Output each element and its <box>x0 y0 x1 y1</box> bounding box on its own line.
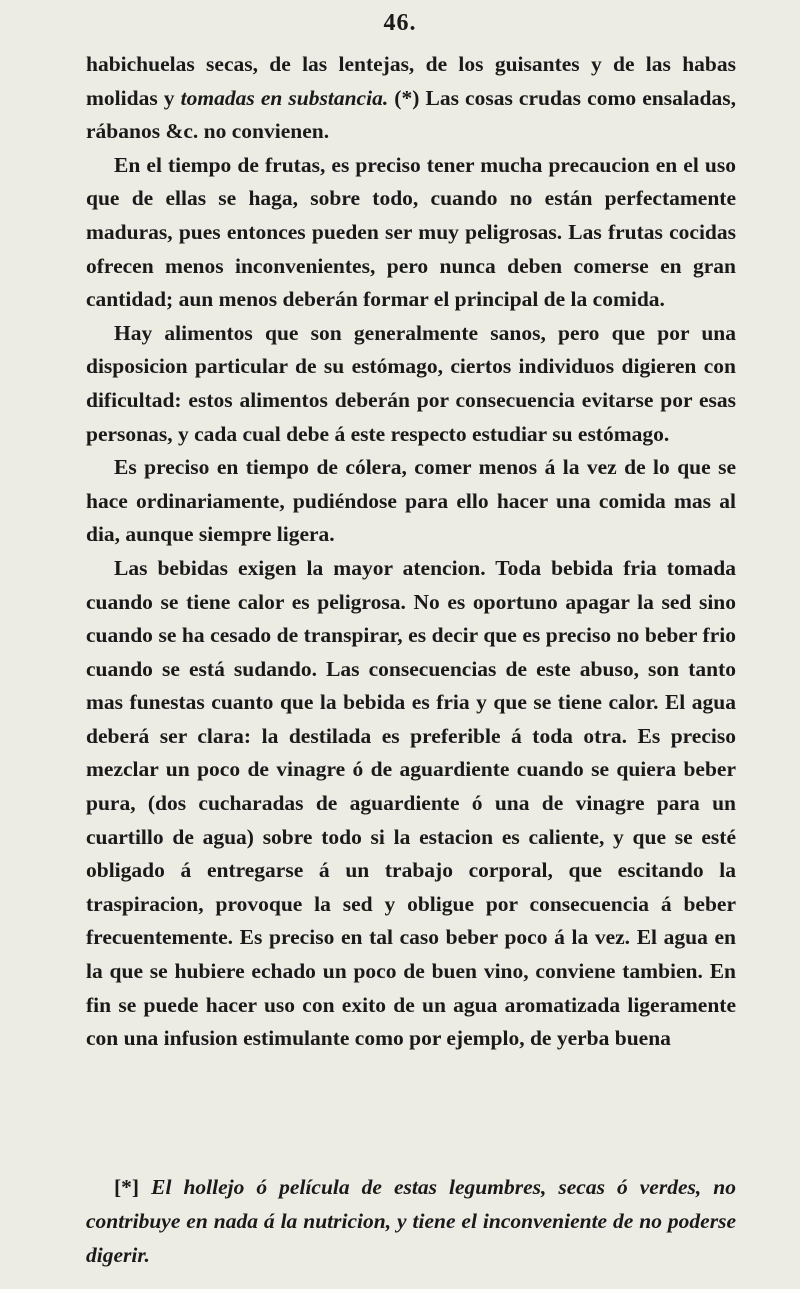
footnote-marker: [*] <box>114 1175 140 1199</box>
footnote <box>86 1170 736 1272</box>
paragraph-3: Hay alimentos que son generalmente sanos, pero que por una disposicion particular de su estómago, ciertos individuos digieren con dificultad: estos alimentos deberán por consecuencia evitarse por esas personas, y cada cual debe á este respecto estudiar su estómago. <box>86 320 736 446</box>
main-text <box>86 48 736 1056</box>
paragraph-1-part-a: habichuelas secas, de las lentejas, de los guisantes y de las habas molidas y <box>86 52 736 110</box>
paragraph-5: Las bebidas exigen la mayor atencion. Toda bebida fria tomada cuando se tiene calor es peligrosa. No es oportuno apagar la sed sino cuando se ha cesado de transpirar, es decir que es preciso no beber frio cuando se está sudando. Las consecuencias de este abuso, son tanto mas funestas cuanto que la bebida es fria y que se tiene calor. El agua deberá ser clara: la destilada es preferible á toda otra. Es preciso mezclar un poco de vinagre ó de aguardiente cuando se quiera beber pura, (dos cucharadas de aguardiente ó una de vinagre para un cuartillo de agua) sobre todo si la estacion es caliente, y que se esté obligado á entregarse á un trabajo corporal, que escitando la traspiracion, provoque la sed y obligue por consecuencia á beber frecuentemente. Es preciso en tal caso beber poco á la vez. El agua en la que se hubiere echado un poco de buen vino, conviene tambien. En fin se puede hacer uso con exito de un agua aromatizada ligeramente con una infusion estimulante como por ejemplo, de yerba buena <box>86 555 736 1051</box>
paragraph-1-emphasis: tomadas en substancia. <box>180 85 389 110</box>
page-number: 46. <box>383 10 417 36</box>
paragraph-1 <box>86 48 736 149</box>
paragraph-2: En el tiempo de frutas, es preciso tener mucha precaucion en el uso que de ellas se haga, sobre todo, cuando no están perfectamente maduras, pues entonces pueden ser muy peligrosas. Las frutas cocidas ofrecen menos inconvenientes, pero nunca deben comerse en gran cantidad; aun menos deberán formar el principal de la comida. <box>86 152 736 312</box>
paragraph-1-part-b: (*) Las cosas crudas como ensaladas, rábanos &c. no convienen. <box>86 85 737 144</box>
footnote-paragraph <box>86 1170 736 1272</box>
paragraph-4: Es preciso en tiempo de cólera, comer menos á la vez de lo que se hace ordinariamente, pudiéndose para ello hacer una comida mas al dia, aunque siempre ligera. <box>86 455 736 547</box>
footnote-text: El hollejo ó película de estas legumbres, secas ó verdes, no contribuye en nada á la nutricion, y tiene el inconveniente de no poderse digerir. <box>86 1175 736 1267</box>
